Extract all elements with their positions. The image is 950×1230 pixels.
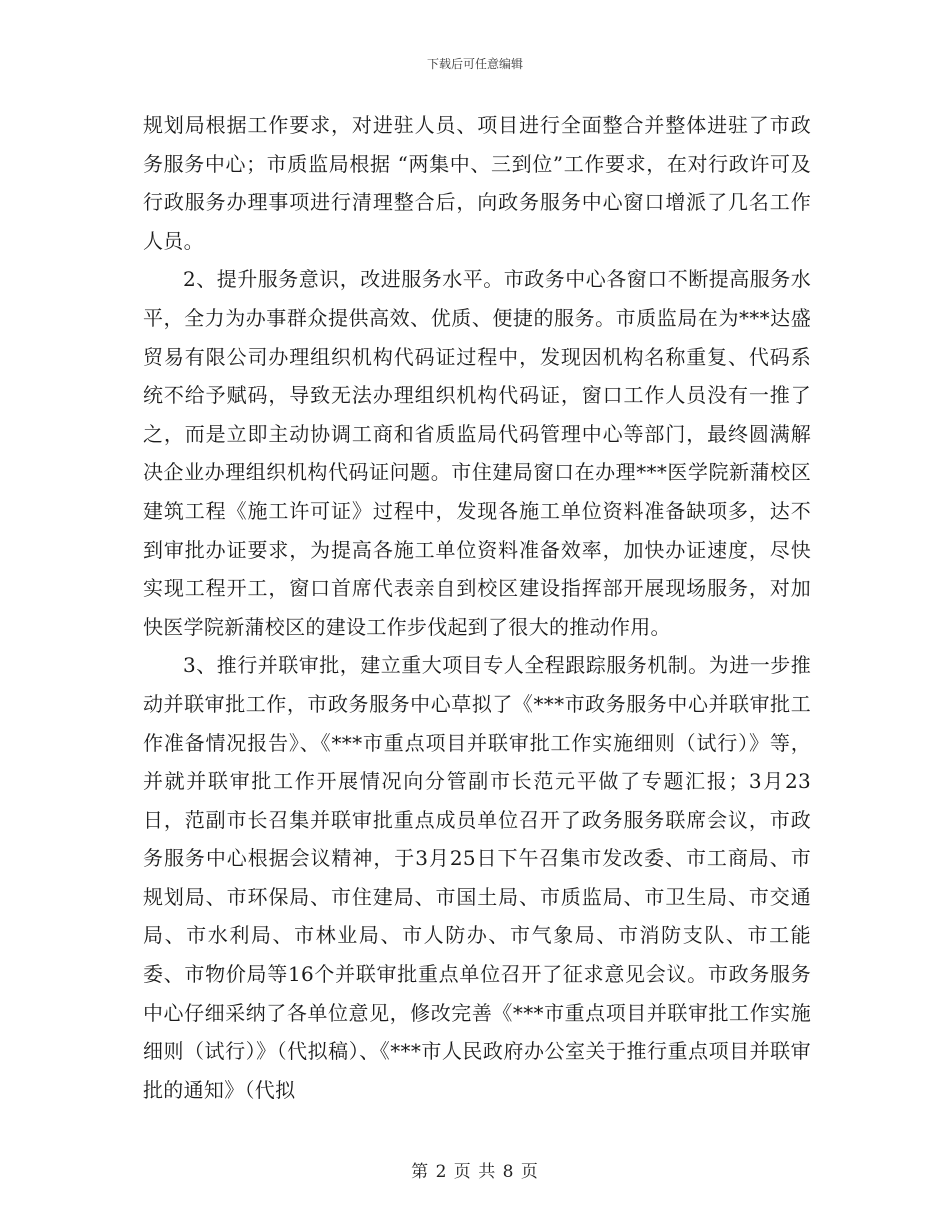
document-body xyxy=(143,106,811,1109)
page-number-footer: 第 2 页 共 8 页 xyxy=(411,1162,539,1182)
page-header-note: 下载后可任意编辑 xyxy=(426,57,523,71)
paragraph: 2、提升服务意识，改进服务水平。市政务中心各窗口不断提高服务水平，全力为办事群众提供高效、优质、便捷的服务。市质监局在为***达盛贸易有限公司办理组织机构代码证过程中，发现因机构名称重复、代码系统不给予赋码，导致无法办理组织机构代码证，窗口工作人员没有一推了之，而是立即主动协调工商和省质监局代码管理中心等部门，最终圆满解决企业办理组织机构代码证问题。市住建局窗口在办理***医学院新蒲校区建筑工程《施工许可证》过程中，发现各施工单位资料准备缺项多，达不到审批办证要求，为提高各施工单位资料准备效率，加快办证速度，尽快实现工程开工，窗口首席代表亲自到校区建设指挥部开展现场服务，对加快医学院新蒲校区的建设工作步伐起到了很大的推动作用。 xyxy=(143,267,811,639)
paragraph: 规划局根据工作要求，对进驻人员、项目进行全面整合并整体进驻了市政务服务中心；市质监局根据 “两集中、三到位”工作要求，在对行政许可及行政服务办理事项进行清理整合后，向政务服务中心窗口增派了几名工作人员。 xyxy=(143,113,811,253)
paragraph: 3、推行并联审批，建立重大项目专人全程跟踪服务机制。为进一步推动并联审批工作，市政务服务中心草拟了《***市政务服务中心并联审批工作准备情况报告》、《***市重点项目并联审批工作实施细则（试行）》等，并就并联审批工作开展情况向分管副市长范元平做了专题汇报；3月23日，范副市长召集并联审批重点成员单位召开了政务服务联席会议，市政务服务中心根据会议精神，于3月25日下午召集市发改委、市工商局、市规划局、市环保局、市住建局、市国土局、市质监局、市卫生局、市交通局、市水利局、市林业局、市人防办、市气象局、市消防支队、市工能委、市物价局等16个并联审批重点单位召开了征求意见会议。市政务服务中心仔细采纳了各单位意见，修改完善《***市重点项目并联审批工作实施细则（试行）》（代拟稿）、《***市人民政府办公室关于推行重点项目并联审批的通知》（代拟 xyxy=(143,653,811,1102)
